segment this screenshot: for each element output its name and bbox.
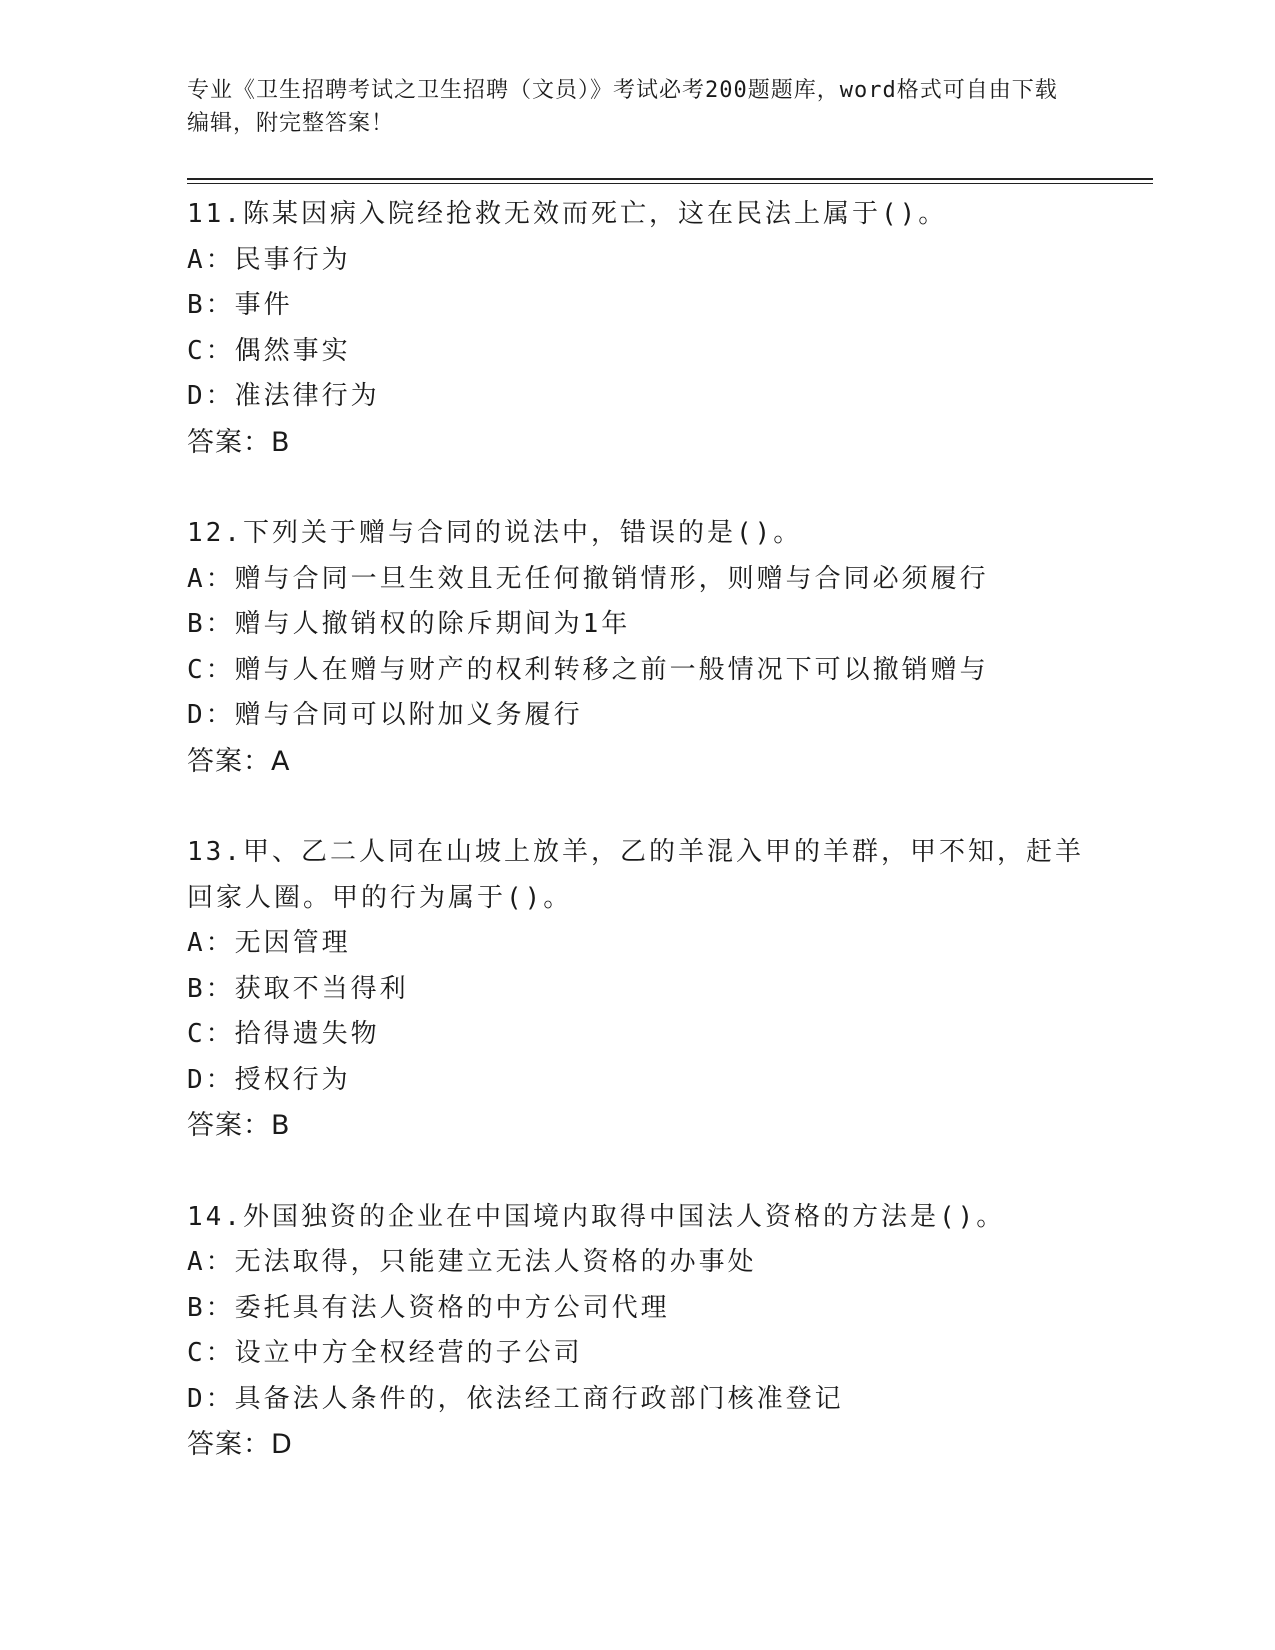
header-rule-thin xyxy=(187,183,1153,184)
question-stem: 12.下列关于赠与合同的说法中，错误的是()。 xyxy=(187,518,803,548)
question-12 xyxy=(187,511,1087,784)
option-b: B：获取不当得利 xyxy=(187,973,409,1004)
option-d: D：准法律行为 xyxy=(187,381,380,411)
option-c: C：拾得遗失物 xyxy=(187,1019,380,1049)
option-a: A：无因管理 xyxy=(187,928,351,958)
answer-line: 答案：B xyxy=(187,426,291,458)
option-a: A：赠与合同一旦生效且无任何撤销情形，则赠与合同必须履行 xyxy=(187,563,989,594)
option-d: D：赠与合同可以附加义务履行 xyxy=(187,700,583,730)
answer-line: 答案：D xyxy=(187,1429,293,1460)
question-list xyxy=(187,192,1087,1514)
option-d: D：具备法人条件的，依法经工商行政部门核准登记 xyxy=(187,1383,844,1414)
option-c: C：设立中方全权经营的子公司 xyxy=(187,1338,583,1368)
option-d: D：授权行为 xyxy=(187,1064,351,1095)
option-c: C：偶然事实 xyxy=(187,335,351,366)
question-stem: 13.甲、乙二人同在山坡上放羊，乙的羊混入甲的羊群，甲不知，赶羊回家人圈。甲的行为属于()。 xyxy=(187,837,1084,913)
document-header: 专业《卫生招聘考试之卫生招聘（文员）》考试必考200题题库，word格式可自由下载编辑，附完整答案！ xyxy=(187,78,1058,136)
answer-line: 答案：B xyxy=(187,1110,291,1141)
option-b: B：委托具有法人资格的中方公司代理 xyxy=(187,1292,670,1323)
question-11 xyxy=(187,192,1087,465)
option-b: B：事件 xyxy=(187,290,293,320)
question-stem: 14.外国独资的企业在中国境内取得中国法人资格的方法是()。 xyxy=(187,1201,1006,1232)
option-b: B：赠与人撤销权的除斥期间为1年 xyxy=(187,609,631,639)
question-13 xyxy=(187,830,1087,1149)
question-14 xyxy=(187,1195,1087,1468)
option-a: A：无法取得，只能建立无法人资格的办事处 xyxy=(187,1247,757,1277)
answer-line: 答案：A xyxy=(187,745,291,777)
header-rule-thick xyxy=(187,178,1153,180)
option-c: C：赠与人在赠与财产的权利转移之前一般情况下可以撤销赠与 xyxy=(187,654,989,685)
option-a: A：民事行为 xyxy=(187,244,351,275)
question-stem: 11.陈某因病入院经抢救无效而死亡，这在民法上属于()。 xyxy=(187,199,948,229)
